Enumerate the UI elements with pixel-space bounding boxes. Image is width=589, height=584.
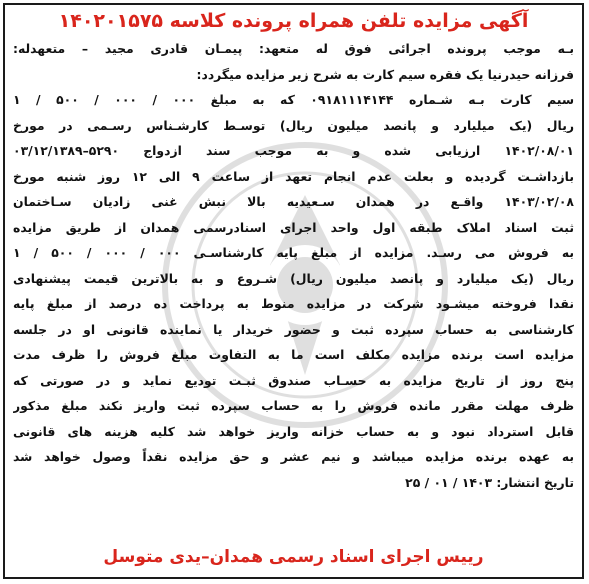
body-line-3: سیم کارت بـه شـماره ۰۹۱۸۱۱۱۴۱۴۴ که به مبلغ ۰۰۰ / ۰۰۰ / ۵۰۰ / ۱ bbox=[13, 92, 574, 107]
body-line-16: قابل استرداد نبود و به حساب خزانه واریز خواهد شد کلیه هزینه های قانونی bbox=[13, 423, 574, 439]
body-line-4: ریال (یک میلیارد و پانصد میلیون ریال) توسـط کارشـناس رسـمی در مورخ bbox=[13, 117, 574, 133]
body-line-5: ۱۴۰۲/۰۸/۰۱ ارزیابی شده و به موجب سند ازدواج ۵۲۹۰–۰۳/۱۲/۱۳۸۹ bbox=[13, 143, 574, 158]
body-line-2: فرزانه حیدرنیا یک فقره سیم کارت به شرح زیر مزایده میگردد: bbox=[196, 66, 574, 82]
publication-date: تاریخ انتشار: ۱۴۰۳ / ۰۱ / ۲۵ bbox=[405, 474, 574, 490]
body-line-6: بازداشـت گردیده و بعلت عدم انجام تعهد از ساعت ۹ الی ۱۲ روز شنبه مورخ bbox=[13, 168, 574, 184]
body-line-1: بـه موجب پرونده اجرائی فوق له متعهد: پیمـان قادری مجید – متعهدله: bbox=[13, 41, 574, 56]
notice-title: آگهی مزایده تلفن همراه پرونده کلاسه ۱۴۰۲۰۱۵۷۵ bbox=[58, 10, 529, 32]
body-line-13: مزایده است برنده مزایده مکلف است ما به التفاوت مبلغ فروش را ظرف مدت bbox=[13, 347, 574, 362]
notice-frame bbox=[3, 3, 584, 579]
body-line-14: پنج روز از تاریخ مزایده به حسـاب صندوق ثبـت تودیع نماید و در صورتی که bbox=[13, 372, 574, 388]
body-line-12: کارشناسی به حساب سپرده ثبت و حضور خریدار یا نماینده قانونی او در جلسه bbox=[13, 321, 574, 337]
body-line-11: نقدا فروخته میشـود شرکت در مزایده منوط به پرداخت ده درصد از مبلغ پایه bbox=[13, 296, 574, 311]
body-line-9: به فروش می رسـد. مزایده از مبلغ پایه کارشناسـی ۰۰۰ / ۰۰۰ / ۵۰۰ / ۱ bbox=[13, 245, 574, 260]
body-line-8: ثبت اسناد املاک طبقه اول واحد اجرای اسنادرسمی همدان از طریق مزایده bbox=[13, 219, 574, 235]
body-line-10: ریال (یک میلیارد و پانصد میلیون ریال) شـروع و به بالاترین قیمت پیشنهادی bbox=[13, 270, 574, 286]
signature: رییس اجرای اسناد رسمی همدان–یدی متوسل bbox=[103, 547, 484, 567]
notice-body bbox=[13, 36, 574, 495]
body-line-15: ظرف مهلت مقرر مانده فروش را به حساب سپرده ثبت واریز نکند مبلغ مذکور bbox=[13, 398, 574, 413]
body-line-7: ۱۴۰۳/۰۲/۰۸ واقـع در همدان سـعیدیه بالا نبش غنی زادیان سـاختمان bbox=[13, 194, 574, 209]
body-line-17: به عهده برنده مزایده میباشد و نیم عشر و حق مزایده نقداً وصول خواهد شد bbox=[13, 449, 574, 464]
